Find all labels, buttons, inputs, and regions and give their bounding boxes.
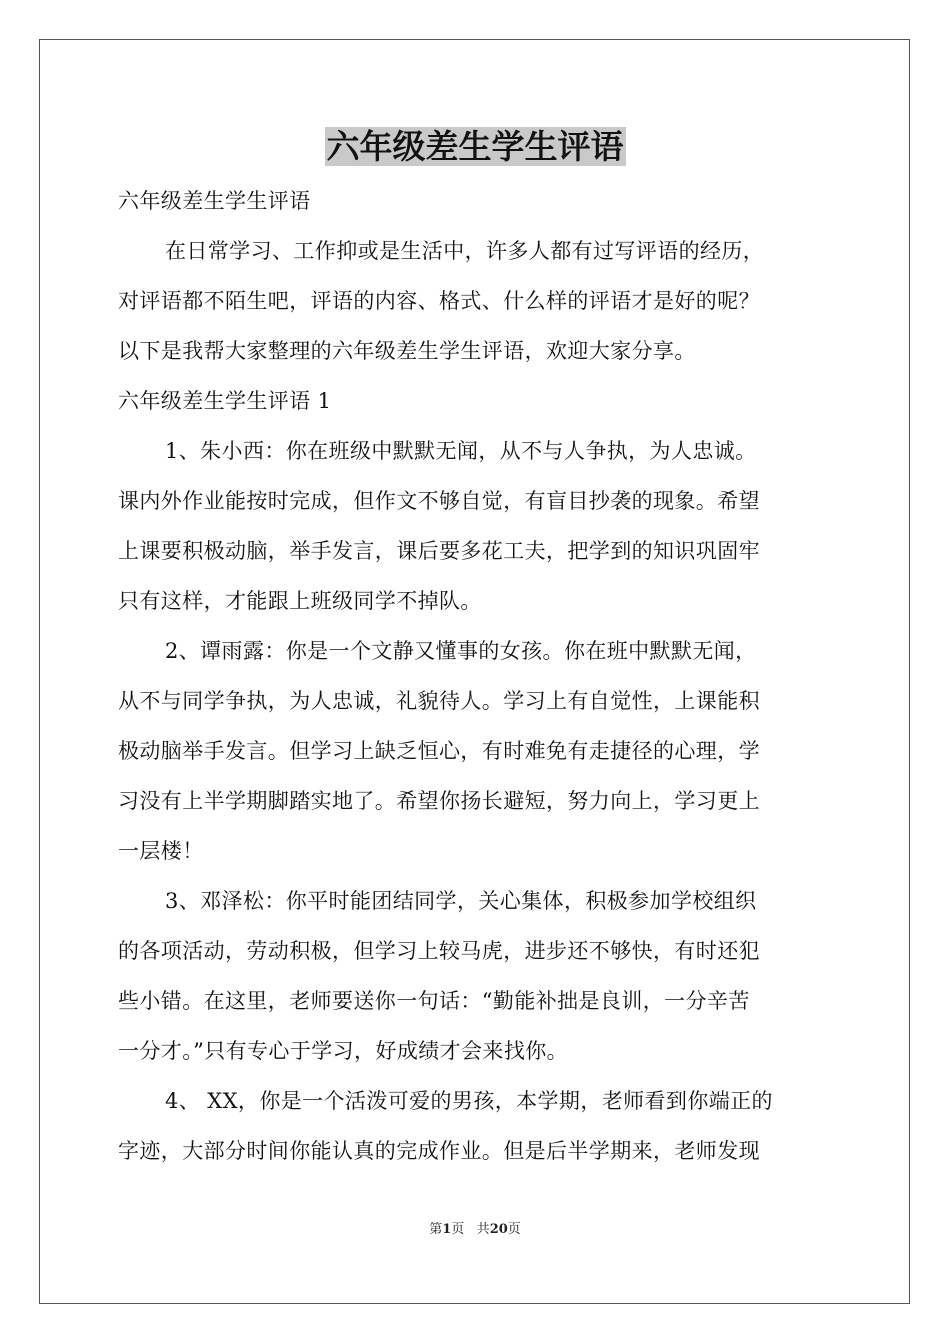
body-line: 上课要积极动脑，举手发言，课后要多花工夫，把学到的知识巩固牢: [118, 539, 760, 563]
body-line: 从不与同学争执，为人忠诚，礼貌待人。学习上有自觉性，上课能积: [118, 689, 760, 713]
body-line: 4、 XX，你是一个活泼可爱的男孩，本学期，老师看到你端正的: [165, 1089, 773, 1113]
footer-total-prefix: 共: [476, 1222, 490, 1237]
footer-prefix: 第: [429, 1222, 443, 1237]
document-body: [118, 176, 838, 1176]
body-line: 六年级差生学生评语: [118, 189, 311, 213]
body-line: 只有这样，才能跟上班级同学不掉队。: [118, 589, 482, 613]
body-line: 课内外作业能按时完成，但作文不够自觉，有盲目抄袭的现象。希望: [118, 489, 760, 513]
body-line: 对评语都不陌生吧，评语的内容、格式、什么样的评语才是好的呢？: [118, 289, 760, 313]
body-line: 些小错。在这里，老师要送你一句话：“勤能补拙是良训，一分辛苦: [118, 989, 750, 1013]
body-line: 在日常学习、工作抑或是生活中，许多人都有过写评语的经历，: [165, 239, 765, 263]
body-line: 一分才。”只有专心于学习，好成绩才会来找你。: [118, 1039, 569, 1063]
body-line: 以下是我帮大家整理的六年级差生学生评语，欢迎大家分享。: [118, 339, 696, 363]
footer-total-suffix: 页: [507, 1222, 521, 1237]
footer-page-word: 页: [451, 1222, 465, 1237]
document-title: [0, 124, 950, 170]
body-line: 3、邓泽松：你平时能团结同学，关心集体，积极参加学校组织: [165, 889, 757, 913]
body-line: 极动脑举手发言。但学习上缺乏恒心，有时难免有走捷径的心理，学: [118, 739, 760, 763]
body-line: 的各项活动，劳动积极，但学习上较马虎，进步还不够快，有时还犯: [118, 939, 760, 963]
body-line: 1、朱小西：你在班级中默默无闻，从不与人争执，为人忠诚。: [165, 439, 757, 463]
document-title-text: 六年级差生学生评语: [326, 127, 624, 166]
body-line: 习没有上半学期脚踏实地了。希望你扬长避短，努力向上，学习更上: [118, 789, 760, 813]
page-footer: [0, 1218, 950, 1237]
current-page-number: 1: [442, 1222, 452, 1237]
total-pages-number: 20: [489, 1222, 508, 1237]
body-line: 一层楼！: [118, 839, 204, 863]
body-line: 2、谭雨露：你是一个文静又懂事的女孩。你在班中默默无闻，: [165, 639, 757, 663]
section-heading: 六年级差生学生评语 1: [118, 389, 332, 413]
body-line: 字迹，大部分时间你能认真的完成作业。但是后半学期来，老师发现: [118, 1139, 760, 1163]
